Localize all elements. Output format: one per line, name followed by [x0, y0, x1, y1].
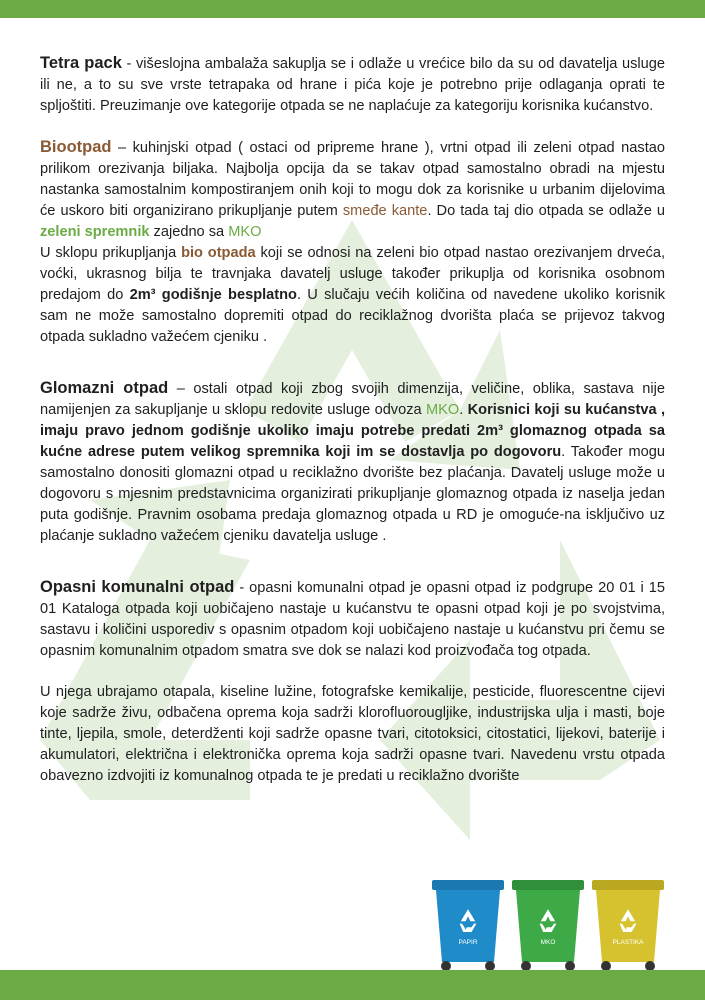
besplatno-text: 2m³ godišnje besplatno — [129, 287, 297, 303]
glomazni-text-1: – ostali otpad koji zbog svojih dimenzija, veličine, oblika, sastava nije namijenjen za sakupljanje u sklopu redovite usluge odvoza — [40, 381, 665, 418]
bio-text-1: – kuhinjski otpad ( ostaci od pripreme hrane ), vrtni otpad ili zeleni otpad nastao prilikom orezivanja biljaka. Najbolja opcija da se takav otpad samostalno obradi na mjestu nastanka samostalnim kompostiranjem onih koji to mogu dok za korisnike u urbanim dijelovima će uskoro biti organizirano prikupljanje putem — [40, 140, 665, 219]
tetra-paragraph — [40, 53, 665, 117]
bio-text-2: . Do tada taj dio otpada se odlaže u — [427, 203, 666, 219]
zeleni-spremnik-text: zeleni spremnik — [40, 224, 150, 240]
opasni-paragraph-2 — [40, 682, 665, 787]
glomazni-bold-text: Korisnici koji su kućanstva , imaju pravo jednom godišnje ukoliko imaju potrebe predati 2m³ glomaznog otpada sa kućne adrese putem velikog spremnika koji im se dostavlja po dogovoru — [40, 402, 665, 460]
opasni-p2-text: U njega ubrajamo otapala, kiseline lužine, fotografske kemikalije, pesticide, fluorescentne cijevi koje sadrže živu, odbačena oprema koja sadrži klorofluorougljike, industrijska ulja i masti, boje tinte, ljepila, smole, deterdženti koji sadrže opasne tvari, citotoksici, citostatici, lijekovi, baterije i akumulatori, električna i elektronička oprema koja sadrži opasne tvari. Navedenu vrstu otpada obavezno izdvojiti iz komunalnog otpada te je predati u reciklažno dvorište — [40, 684, 665, 784]
tetra-text: - višeslojna ambalaža sakuplja se i odlaže u vrećice bilo da su od davatelja usluge ili ne, a to su sve vrste tetrapaka od hrane i pića koje je potrebno prije odlaganja oprati te spljoštiti. Preuzimanje ove kategorije otpada se ne naplaćuje za kategoriju korisnika kućanstvo. — [40, 56, 665, 114]
bin-label-papir: PAPIR — [458, 939, 478, 946]
opasni-text: - opasni komunalni otpad je opasni otpad iz podgrupe 20 01 i 15 01 Kataloga otpada koji uobičajeno nastaje u kućanstvu te opasni otpad koji je po svojstvima, sastavu i količini usporediv s opasnim otpadom koji uobičajeno nastaje u kućanstvu pri čemu se opasnim komunalnim otpadom smatra sve dok se nalazi kod proizvođača tog otpada. — [40, 580, 665, 659]
tetra-title: Tetra pack — [40, 54, 122, 72]
bio-title: Biootpad — [40, 138, 112, 156]
bio-p2-text-3: . U slučaju većih količina od navedene ukoliko korisnik sam ne može samostalno dopremiti otpad do reciklažnog dvorišta plaća se prijevoz takvog otpada sukladno važećem cjeniku . — [40, 287, 666, 345]
bin-label-mko: MKO — [540, 939, 556, 946]
bin-papir — [432, 880, 504, 971]
bin-label-plastika: PLASTIKA — [612, 939, 644, 946]
bin-mko — [512, 880, 584, 971]
glomazni-mko-text: MKO — [425, 402, 460, 418]
opasni-title: Opasni komunalni otpad — [40, 578, 235, 596]
glomazni-text-2: . — [459, 402, 468, 418]
smede-kante-text: smeđe kante — [342, 203, 428, 219]
document-body — [40, 53, 665, 787]
bio-paragraph — [40, 137, 665, 243]
bio-mko-text: MKO — [228, 224, 262, 240]
top-green-bar — [0, 0, 705, 18]
bio-otpada-text: bio otpada — [181, 245, 256, 261]
bin-plastika — [592, 880, 664, 971]
recycling-bins-illustration — [430, 878, 670, 973]
glomazni-paragraph — [40, 378, 665, 547]
glomazni-title: Glomazni otpad — [40, 379, 169, 397]
bottom-green-bar — [0, 970, 705, 1000]
glomazni-text-3: . Također mogu samostalno donositi glomazni otpad u reciklažno dvorište bez plaćanja. Davatelj usluge može u dogovoru s mjesnim predstavnicima organizirati prikupljanje glomaznog otpada iz naselja jedan puta godišnje. Pravnim osobama predaja glomaznog otpada u RD je omoguće-na isključivo uz plaćanje sukladno važećem cjeniku davatelja usluge . — [40, 444, 666, 544]
bio-text-3: zajedno sa — [149, 224, 229, 240]
opasni-paragraph — [40, 577, 665, 662]
bio-paragraph-2 — [40, 243, 665, 348]
bio-p2-text-2: koji se odnosi na zeleni bio otpad nastao orezivanjem drveća, voćki, ukrasnog bilja te travnjaka davatelj usluge također prikuplja od korisnika osobnom predajom do — [40, 245, 665, 303]
bio-p2-text-1: U sklopu prikupljanja — [40, 245, 182, 261]
